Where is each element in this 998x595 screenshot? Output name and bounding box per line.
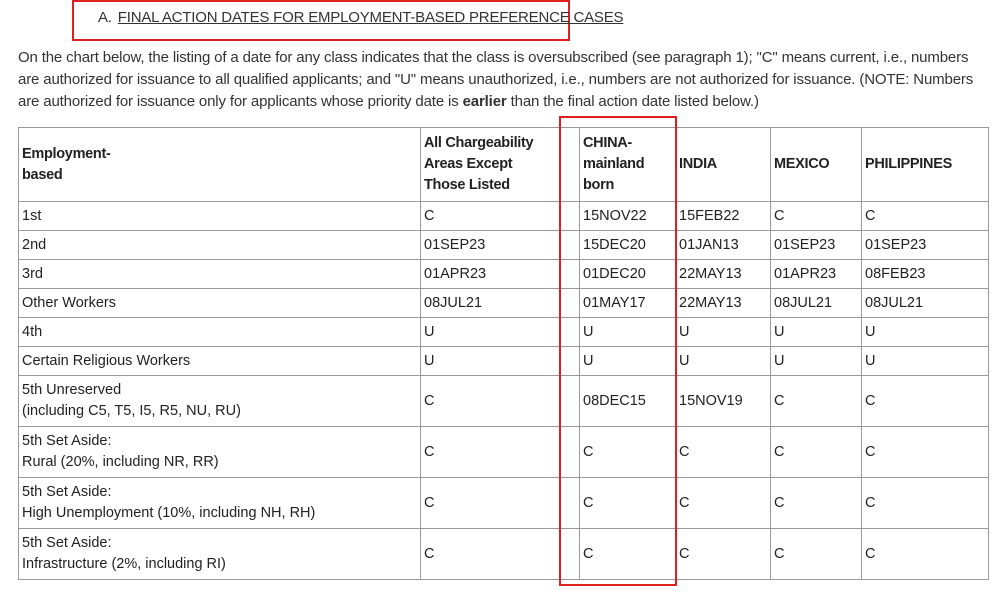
section-heading	[98, 9, 623, 26]
cell-india: 22MAY13	[676, 260, 771, 289]
header-china-line3: born	[583, 177, 615, 193]
cell-philippines: C	[862, 478, 989, 529]
table-row	[19, 289, 989, 318]
cell-india: 15NOV19	[676, 376, 771, 427]
cell-mexico: C	[771, 478, 862, 529]
row-category	[19, 202, 421, 231]
cell-mexico: U	[771, 318, 862, 347]
header-all-line2: Areas Except	[424, 156, 513, 172]
cell-philippines: 08JUL21	[862, 289, 989, 318]
section-title: FINAL ACTION DATES FOR EMPLOYMENT-BASED PREFERENCE CASES	[117, 9, 624, 26]
row-category-label: 5th Set Aside:	[22, 433, 112, 449]
cell-china: 08DEC15	[580, 376, 676, 427]
cell-mexico: 01SEP23	[771, 231, 862, 260]
cell-china: 15DEC20	[580, 231, 676, 260]
header-india: INDIA	[676, 128, 771, 202]
row-category	[19, 376, 421, 427]
cell-all: C	[421, 202, 580, 231]
header-employment-line2: based	[22, 166, 63, 183]
header-employment-line1: Employment-	[22, 145, 111, 162]
cell-all: U	[421, 347, 580, 376]
cell-all: 01SEP23	[421, 231, 580, 260]
row-category-label: 5th Unreserved	[22, 382, 122, 398]
cell-all: 01APR23	[421, 260, 580, 289]
row-category	[19, 318, 421, 347]
row-category	[19, 260, 421, 289]
cell-china: 01MAY17	[580, 289, 676, 318]
header-all-line3: Those Listed	[424, 177, 510, 193]
cell-china: U	[580, 347, 676, 376]
intro-bold-word: earlier	[462, 93, 507, 110]
cell-mexico: C	[771, 427, 862, 478]
cell-philippines: 01SEP23	[862, 231, 989, 260]
cell-philippines: U	[862, 318, 989, 347]
row-category-label: 4th	[22, 323, 43, 340]
cell-china: 01DEC20	[580, 260, 676, 289]
cell-mexico: C	[771, 202, 862, 231]
row-category	[19, 289, 421, 318]
cell-india: 01JAN13	[676, 231, 771, 260]
header-all-line1: All Chargeability	[424, 135, 534, 151]
row-category	[19, 529, 421, 580]
header-mexico: MEXICO	[771, 128, 862, 202]
cell-india: 22MAY13	[676, 289, 771, 318]
section-letter: A.	[98, 9, 112, 26]
cell-mexico: 08JUL21	[771, 289, 862, 318]
cell-philippines: U	[862, 347, 989, 376]
row-category-label: Other Workers	[22, 294, 117, 311]
row-category-label: 5th Set Aside:	[22, 484, 112, 500]
table-row	[19, 478, 989, 529]
cell-china: 15NOV22	[580, 202, 676, 231]
cell-china: C	[580, 427, 676, 478]
intro-text-2: than the final action date listed below.)	[506, 93, 759, 110]
row-category-label: Certain Religious Workers	[22, 352, 191, 369]
header-china-line1: CHINA-	[583, 135, 632, 151]
cell-philippines: C	[862, 376, 989, 427]
cell-philippines: 08FEB23	[862, 260, 989, 289]
cell-china: C	[580, 478, 676, 529]
cell-philippines: C	[862, 427, 989, 478]
table-row	[19, 231, 989, 260]
cell-india: U	[676, 347, 771, 376]
table-row	[19, 529, 989, 580]
cell-all: C	[421, 376, 580, 427]
intro-text-1: On the chart below, the listing of a date for any class indicates that the class is oversubscribed (see paragraph 1); "C" means current, i.e., numbers are authorized for issuance to all qualified applicants; and "U" means unauthorized, i.e., numbers are not authorized for issuance. (NOTE: Numbers are authorized for issuance only for applicants whose priority date is	[18, 49, 974, 110]
cell-mexico: C	[771, 376, 862, 427]
table-body	[19, 202, 989, 580]
cell-india: C	[676, 478, 771, 529]
header-china	[580, 128, 676, 202]
cell-all: C	[421, 529, 580, 580]
table-row	[19, 347, 989, 376]
table-row	[19, 202, 989, 231]
cell-india: C	[676, 529, 771, 580]
cell-all: U	[421, 318, 580, 347]
cell-all: C	[421, 427, 580, 478]
row-category-label: 2nd	[22, 236, 47, 253]
header-china-line2: mainland	[583, 156, 645, 172]
header-philippines: PHILIPPINES	[862, 128, 989, 202]
table-row	[19, 318, 989, 347]
table-row	[19, 427, 989, 478]
row-category-sublabel: High Unemployment (10%, including NH, RH)	[22, 505, 316, 521]
cell-all: 08JUL21	[421, 289, 580, 318]
row-category	[19, 347, 421, 376]
row-category-sublabel: Infrastructure (2%, including RI)	[22, 556, 226, 572]
row-category-sublabel: Rural (20%, including NR, RR)	[22, 454, 219, 470]
cell-mexico: U	[771, 347, 862, 376]
table-row	[19, 260, 989, 289]
row-category-label: 3rd	[22, 265, 43, 282]
cell-philippines: C	[862, 202, 989, 231]
cell-india: U	[676, 318, 771, 347]
table-row	[19, 376, 989, 427]
row-category	[19, 478, 421, 529]
row-category-label: 5th Set Aside:	[22, 535, 112, 551]
row-category	[19, 231, 421, 260]
cell-india: C	[676, 427, 771, 478]
intro-paragraph	[18, 47, 990, 113]
row-category-label: 1st	[22, 207, 42, 224]
header-employment-based	[19, 128, 421, 202]
cell-china: C	[580, 529, 676, 580]
final-action-dates-table	[18, 127, 989, 580]
row-category-sublabel: (including C5, T5, I5, R5, NU, RU)	[22, 403, 241, 419]
cell-mexico: 01APR23	[771, 260, 862, 289]
cell-india: 15FEB22	[676, 202, 771, 231]
cell-all: C	[421, 478, 580, 529]
table-header-row	[19, 128, 989, 202]
cell-philippines: C	[862, 529, 989, 580]
header-all-chargeability	[421, 128, 580, 202]
cell-mexico: C	[771, 529, 862, 580]
row-category	[19, 427, 421, 478]
cell-china: U	[580, 318, 676, 347]
